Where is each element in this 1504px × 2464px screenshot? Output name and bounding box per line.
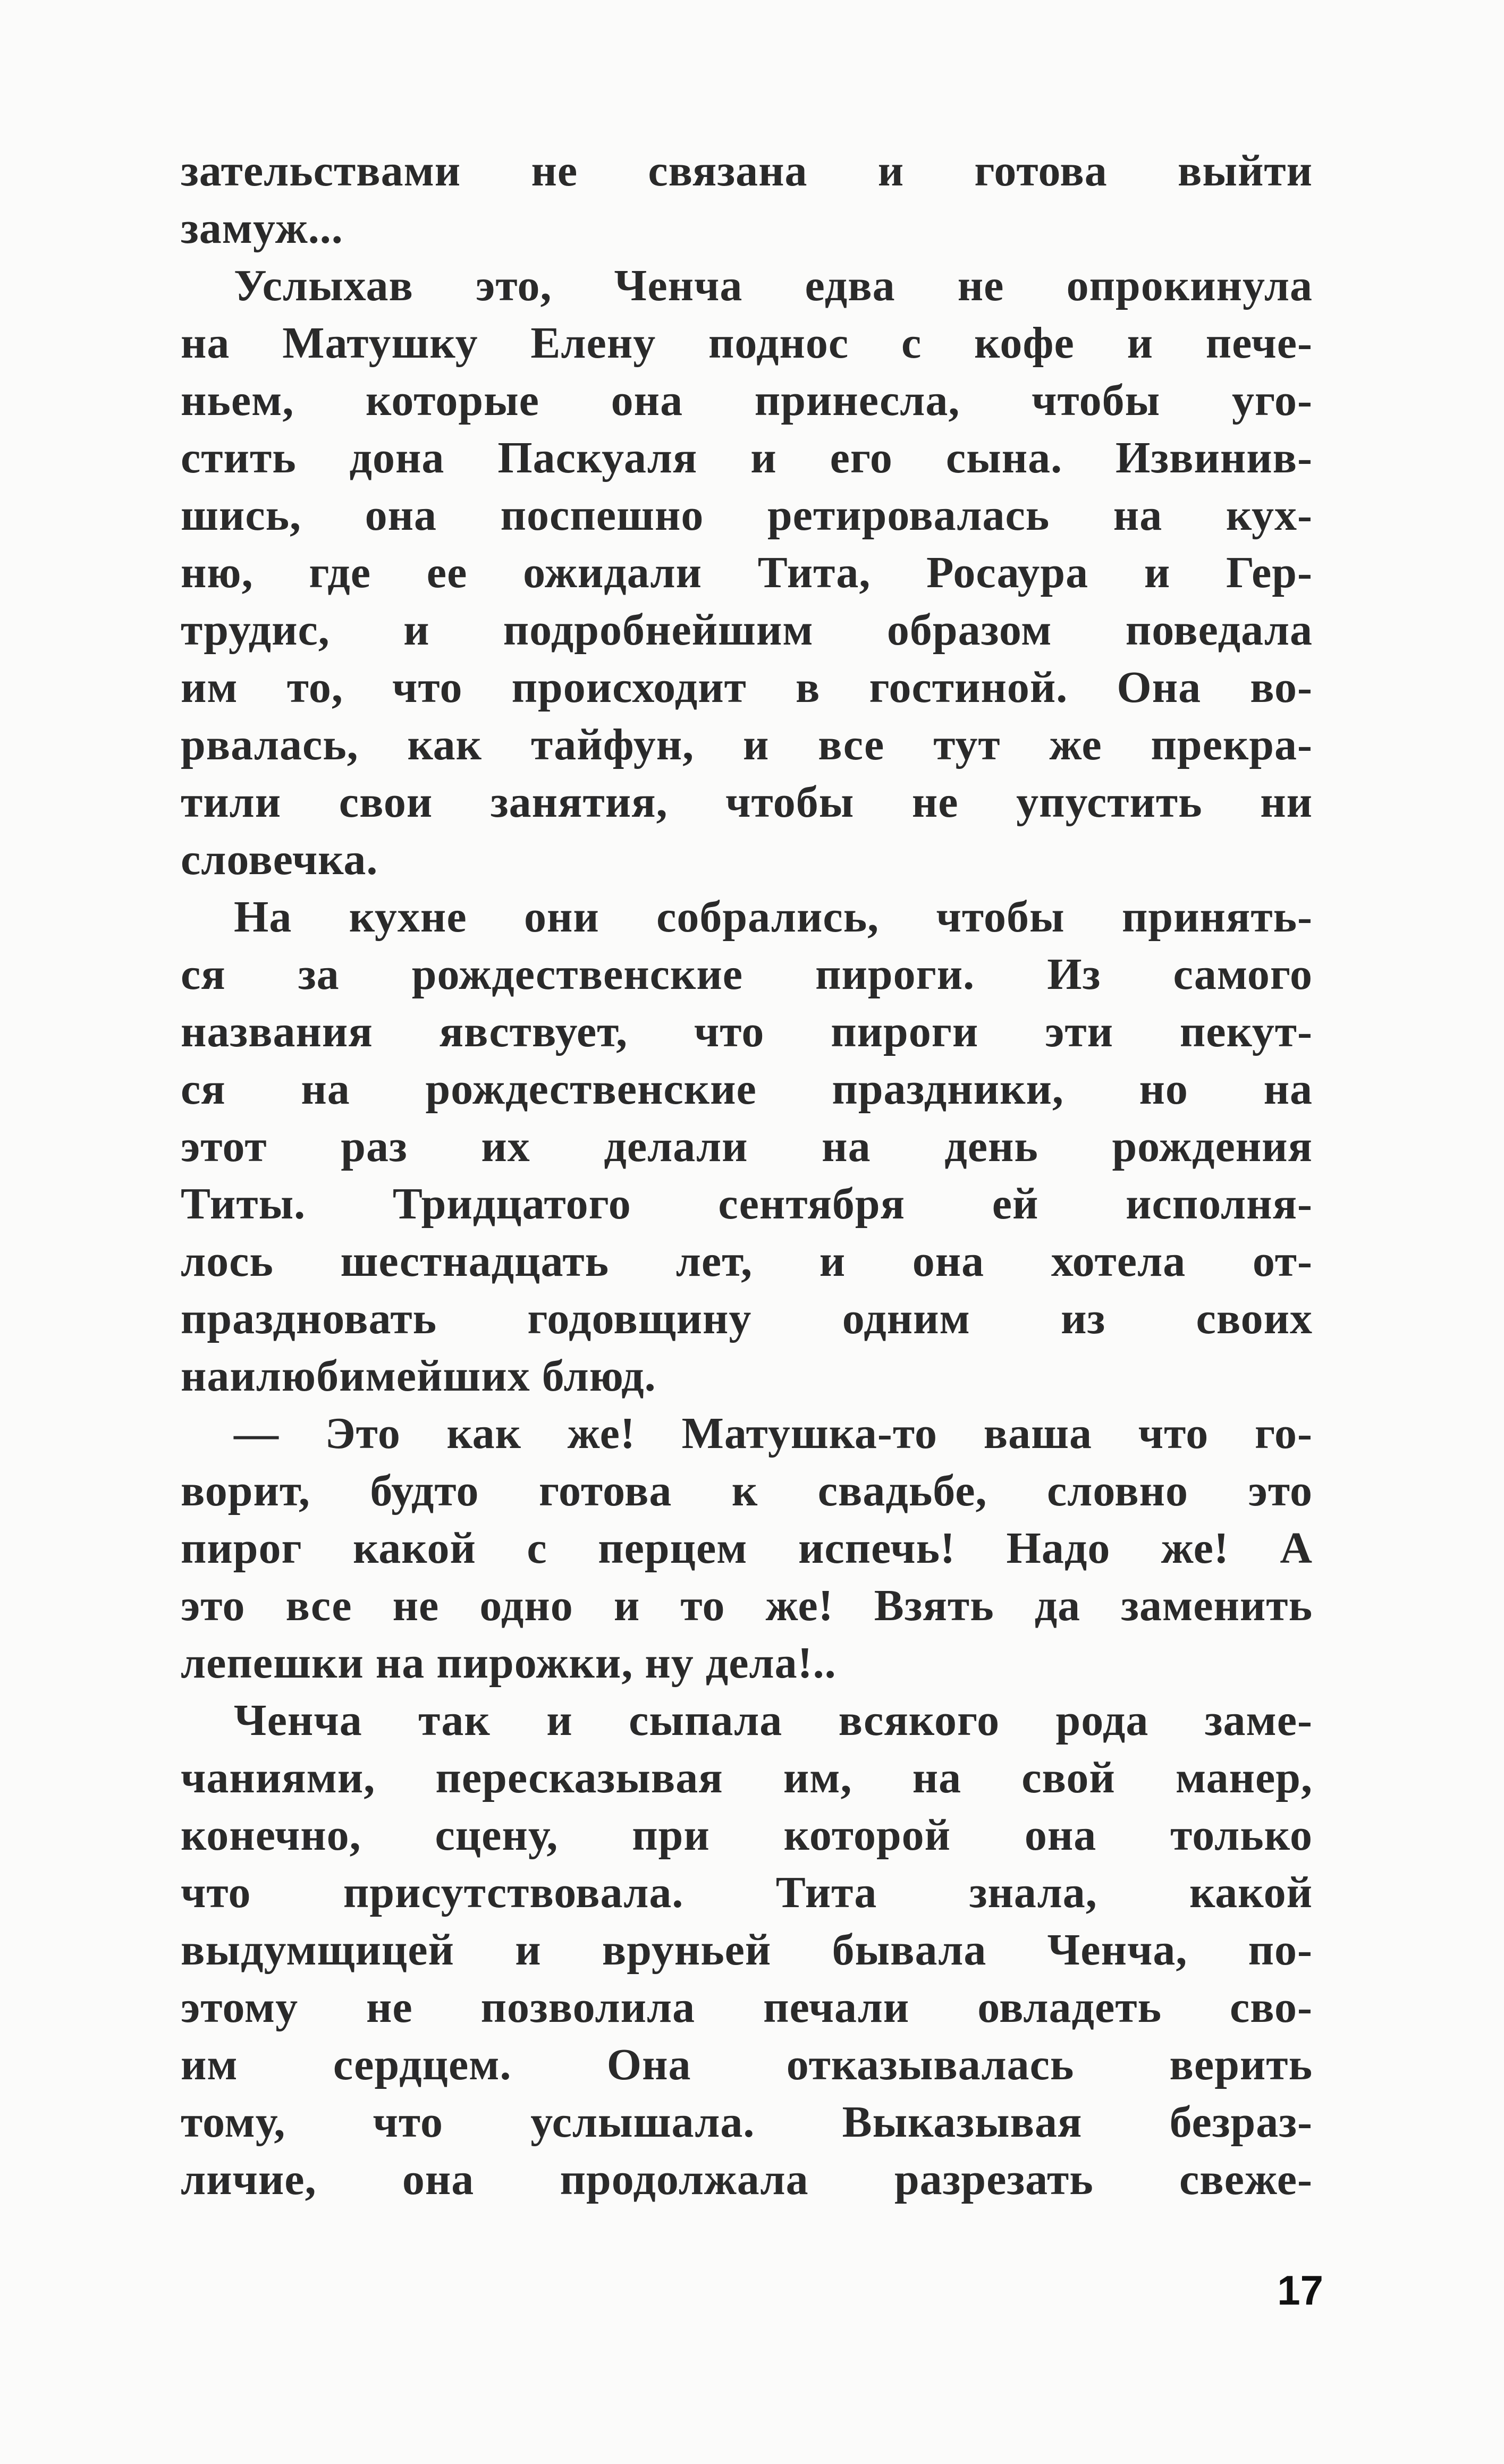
text-line: тому, что услышала. Выказывая безраз- xyxy=(181,2097,1313,2147)
text-line: им то, что происходит в гостиной. Она во- xyxy=(181,663,1313,712)
text-line: ворит, будто готова к свадьбе, словно это xyxy=(181,1466,1313,1515)
text-line: тили свои занятия, чтобы не упустить ни xyxy=(181,777,1313,827)
text-line: названия явствует, что пироги эти пекут- xyxy=(181,1007,1313,1056)
text-line: лепешки на пирожки, ну дела!.. xyxy=(181,1638,837,1688)
text-line: Титы. Тридцатого сентября ей исполня- xyxy=(181,1179,1313,1229)
text-line: зательствами не связана и готова выйти xyxy=(181,146,1313,196)
paragraph-first-line: Ченча так и сыпала всякого рода заме- xyxy=(234,1696,1313,1745)
text-line: лось шестнадцать лет, и она хотела от- xyxy=(181,1237,1313,1286)
text-line: трудис, и подробнейшим образом поведала xyxy=(181,605,1313,655)
text-line: чаниями, пересказывая им, на свой манер, xyxy=(181,1753,1313,1802)
text-line: конечно, сцену, при которой она только xyxy=(181,1810,1313,1860)
text-line: на Матушку Елену поднос с кофе и пече- xyxy=(181,318,1313,368)
text-line: что присутствовала. Тита знала, какой xyxy=(181,1868,1313,1917)
text-line: ньем, которые она принесла, чтобы уго- xyxy=(181,376,1313,425)
text-line: шись, она поспешно ретировалась на кух- xyxy=(181,490,1313,540)
page-number: 17 xyxy=(1277,2267,1323,2314)
text-line: выдумщицей и вруньей бывала Ченча, по- xyxy=(181,1925,1313,1975)
text-line: личие, она продолжала разрезать свеже- xyxy=(181,2155,1313,2204)
text-line: этот раз их делали на день рождения xyxy=(181,1122,1313,1171)
body-text xyxy=(181,142,1313,2208)
text-line: это все не одно и то же! Взять да заменить xyxy=(181,1581,1313,1630)
paragraph-first-line: На кухне они собрались, чтобы принять- xyxy=(234,892,1313,942)
text-line: рвалась, как тайфун, и все тут же прекра- xyxy=(181,720,1313,769)
text-line: пирог какой с перцем испечь! Надо же! А xyxy=(181,1523,1313,1573)
text-line: ся за рождественские пироги. Из самого xyxy=(181,950,1313,999)
text-line: наилюбимейших блюд. xyxy=(181,1351,656,1401)
text-line: словечка. xyxy=(181,835,378,884)
text-line: стить дона Паскуаля и его сына. Извинив- xyxy=(181,433,1313,482)
text-line: этому не позволила печали овладеть сво- xyxy=(181,1983,1313,2032)
text-line: праздновать годовщину одним из своих xyxy=(181,1294,1313,1343)
text-line: замуж... xyxy=(181,204,343,253)
text-line: ся на рождественские праздники, но на xyxy=(181,1064,1313,1114)
paragraph-first-line: — Это как же! Матушка-то ваша что го- xyxy=(234,1409,1313,1458)
text-line: ню, где ее ожидали Тита, Росаура и Гер- xyxy=(181,548,1313,597)
paragraph-first-line: Услыхав это, Ченча едва не опрокинула xyxy=(234,261,1313,310)
text-line: им сердцем. Она отказывалась верить xyxy=(181,2040,1313,2089)
